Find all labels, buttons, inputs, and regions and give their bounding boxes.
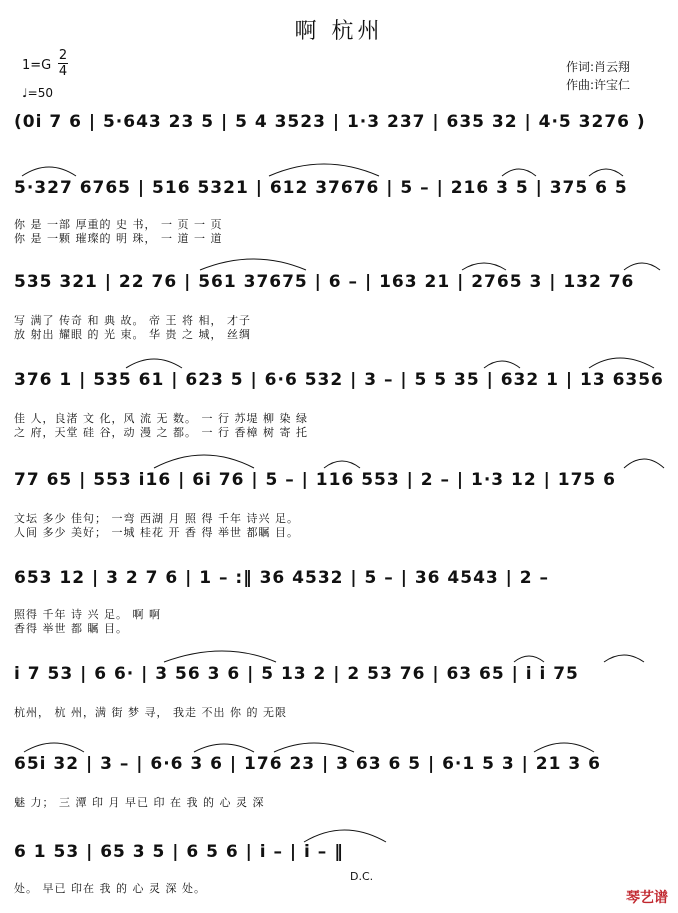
- staff-row-3: [14, 272, 666, 342]
- notation-line: 77 65 | 553 i16 | 6i 76 | 5 – | 116 553 | 2 – | 1·3 12 | 175 6: [14, 470, 616, 490]
- time-top: 2: [58, 48, 68, 63]
- staff-row-6: [14, 568, 666, 638]
- lyric-verse-2: 你 是 一颗 璀璨的 明 珠， 一 道 一 道: [14, 232, 223, 245]
- staff-row-5: [14, 470, 666, 540]
- notation-line: (0i 7 6 | 5·643 23 5 | 5 4 3523 | 1·3 237 | 635 32 | 4·5 3276 ): [14, 112, 646, 132]
- da-capo-marking: D.C.: [350, 870, 374, 883]
- slur-marks: [14, 352, 666, 372]
- staff-row-9: [14, 842, 666, 894]
- slur-marks: [14, 446, 666, 472]
- staff-row-4: [14, 370, 666, 440]
- lyric-verse-2: 放 射出 耀眼 的 光 束。 华 贵 之 城， 丝绸: [14, 328, 251, 341]
- notation-line: 376 1 | 535 61 | 623 5 | 6·6 532 | 3 – | 5 5 35 | 632 1 | 13 6356: [14, 370, 664, 390]
- slur-marks: [14, 160, 666, 180]
- lyric-verse-1: 写 满了 传奇 和 典 故。 帝 王 将 相， 才子: [14, 314, 251, 327]
- lyric-verse-2: 香得 举世 都 瞩 目。: [14, 622, 128, 635]
- lyricist-credit: 作词:肖云翔: [566, 60, 631, 74]
- song-title: 啊 杭州: [294, 19, 384, 44]
- slur-marks: [14, 820, 666, 844]
- staff-row-1: [14, 112, 666, 142]
- notation-line: 6 1 53 | 65 3 5 | 6 5 6 | i – | i – ‖: [14, 842, 344, 862]
- notation-line: 535 321 | 22 76 | 561 37675 | 6 – | 163 21 | 2765 3 | 132 76: [14, 272, 635, 292]
- lyric-verse-1: 杭州， 杭 州，满 街 梦 寻， 我走 不出 你 的 无限: [14, 706, 287, 719]
- notation-line: 653 12 | 3 2 7 6 | 1 – :‖ 36 4532 | 5 – | 36 4543 | 2 –: [14, 568, 550, 588]
- lyric-verse-1: 佳 人，良渚 文 化，风 流 无 数。 一 行 苏堤 柳 染 绿: [14, 412, 308, 425]
- notation-line: i 7 53 | 6 6· | 3 56 3 6 | 5 13 2 | 2 53 76 | 63 65 | i i 75: [14, 664, 579, 684]
- lyric-verse-2: 人间 多少 美好； 一城 桂花 开 香 得 举世 都瞩 目。: [14, 526, 299, 539]
- time-signature: [58, 48, 68, 79]
- notation-line: 5·327 6765 | 516 5321 | 612 37676 | 5 – | 216 3 5 | 375 6 5: [14, 178, 628, 198]
- notation-line: 65i 32 | 3 – | 6·6 3 6 | 176 23 | 3 63 6 5 | 6·1 5 3 | 21 3 6: [14, 754, 601, 774]
- site-logo: 琴艺谱: [626, 890, 668, 906]
- staff-row-7: [14, 664, 666, 720]
- tempo-marking: ♩=50: [22, 86, 53, 100]
- slur-marks: [14, 254, 666, 274]
- staff-row-8: [14, 754, 666, 810]
- lyric-verse-1: 照得 千年 诗 兴 足。 啊 啊: [14, 608, 161, 621]
- lyric-verse-1: 你 是 一部 厚重的 史 书， 一 页 一 页: [14, 218, 223, 231]
- lyric-verse-1: 处。 早已 印在 我 的 心 灵 深 处。: [14, 882, 206, 895]
- slur-marks: [14, 734, 666, 756]
- staff-row-2: [14, 178, 666, 248]
- lyric-verse-2: 之 府，天堂 硅 谷，动 漫 之 都。 一 行 香樟 树 寄 托: [14, 426, 308, 439]
- lyric-verse-1: 文坛 多少 佳句； 一弯 西湖 月 照 得 千年 诗兴 足。: [14, 512, 299, 525]
- key-signature: 1=G: [22, 58, 52, 73]
- lyric-verse-1: 魅 力； 三 潭 印 月 早已 印 在 我 的 心 灵 深: [14, 796, 265, 809]
- time-bottom: 4: [58, 64, 68, 79]
- slur-marks: [14, 644, 666, 666]
- composer-credit: 作曲:许宝仁: [566, 78, 631, 92]
